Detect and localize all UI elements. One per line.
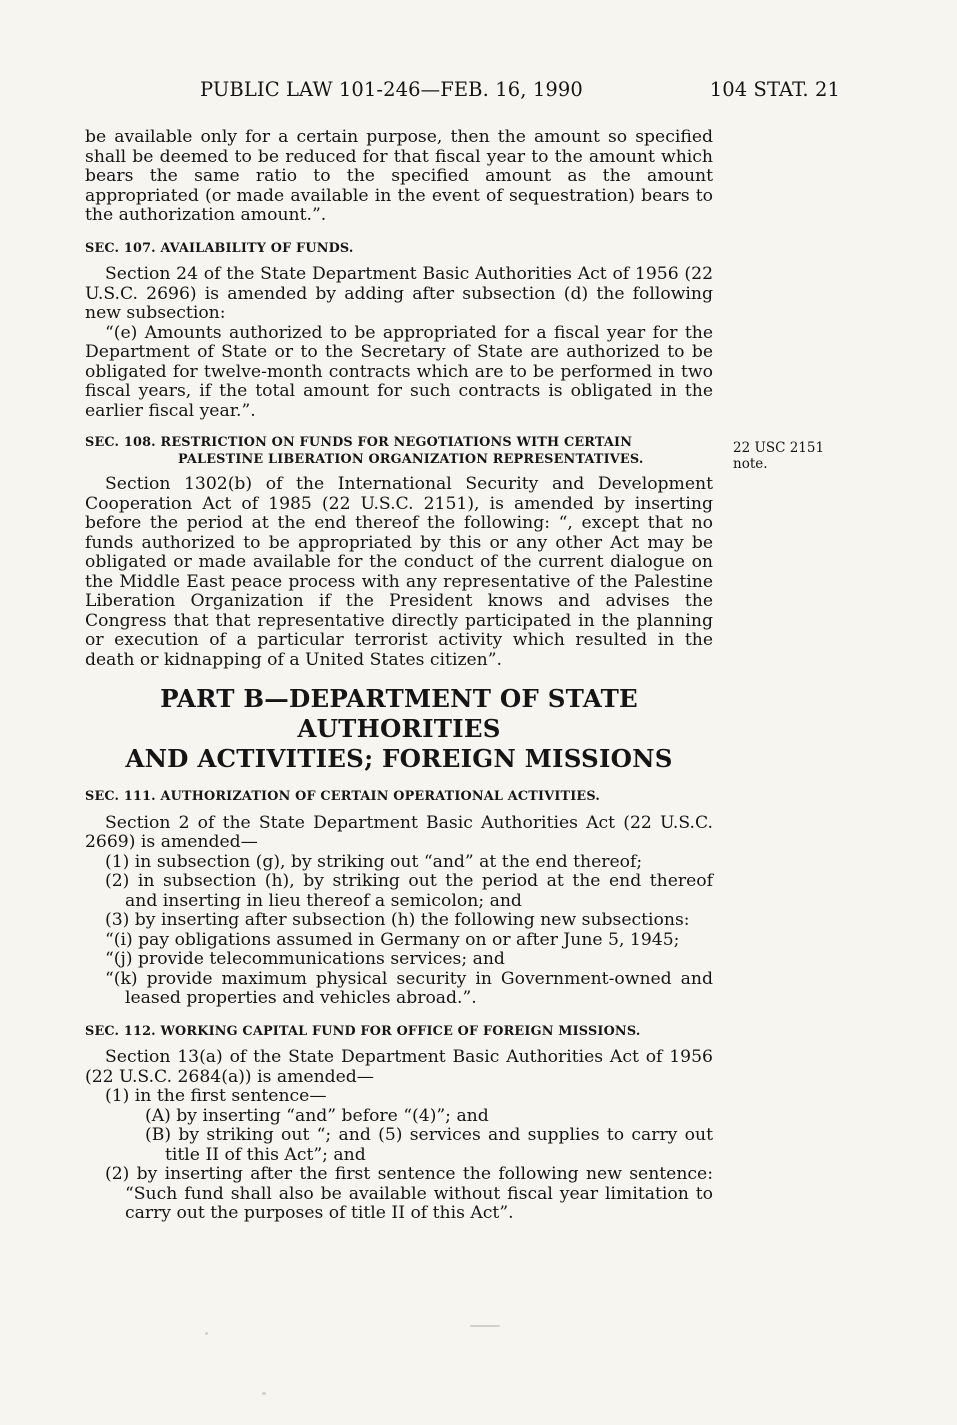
scan-speck <box>205 1332 208 1335</box>
sec-107-intro: Section 24 of the State Department Basic Authorities Act of 1956 (22 U.S.C. 2696) is amended by adding after subsection (d) the following new subsection: <box>85 264 713 323</box>
scan-speck <box>262 1392 266 1395</box>
margin-citation-line2: note. <box>733 456 768 472</box>
sec-111-quoted-j: “(j) provide telecommunications services; and <box>105 949 505 969</box>
part-b-heading-line1: PART B—DEPARTMENT OF STATE AUTHORITIES <box>160 684 638 743</box>
sec-112-intro: Section 13(a) of the State Department Basic Authorities Act of 1956 (22 U.S.C. 2684(a)) is amended— <box>85 1047 713 1087</box>
sec-111-item-1: (1) in subsection (g), by striking out “and” at the end thereof; <box>105 851 643 872</box>
sec-108-heading-line2: PALESTINE LIBERATION ORGANIZATION REPRESENTATIVES. <box>178 452 644 467</box>
part-b-heading-line2: AND ACTIVITIES; FOREIGN MISSIONS <box>125 744 673 773</box>
sec-108-heading-line1: SEC. 108. RESTRICTION ON FUNDS FOR NEGOTIATIONS WITH CERTAIN <box>85 435 633 450</box>
header-title: PUBLIC LAW 101-246—FEB. 16, 1990 <box>200 78 583 101</box>
sec-111-item-2: (2) in subsection (h), by striking out the period at the end thereof and inserting in lieu thereof a semicolon; and <box>105 871 713 911</box>
sec-111-item-3: (3) by inserting after subsection (h) the following new subsections: <box>105 910 690 930</box>
continuation-paragraph: be available only for a certain purpose, then the amount so specified shall be deemed to be reduced for that fiscal year to the amount which bears the same ratio to the specified amount as the amount appropriated (or made available in the event of sequestration) bears to the authorization amount.”. <box>85 127 713 225</box>
sec-108-heading <box>85 434 713 468</box>
sec-111-intro: Section 2 of the State Department Basic Authorities Act (22 U.S.C. 2669) is amended— <box>85 812 713 852</box>
sec-108-text: Section 1302(b) of the International Security and Development Cooperation Act of 1985 (22 U.S.C. 2151), is amended by inserting before the period at the end thereof the following: “, except that no funds authorized to be appropriated by this or any other Act may be obligated or made available for the conduct of the current dialogue on the Middle East peace process with any representative of the Palestine Liberation Organization if the President knows and advises the Congress that that representative directly participated in the planning or execution of a particular terrorist activity which resulted in the death or kidnapping of a United States citizen”. <box>85 474 713 670</box>
margin-citation-line1: 22 USC 2151 <box>733 440 825 456</box>
sec-111-heading: SEC. 111. AUTHORIZATION OF CERTAIN OPERATIONAL ACTIVITIES. <box>85 789 601 804</box>
sec-107-heading: SEC. 107. AVAILABILITY OF FUNDS. <box>85 240 354 256</box>
sec-112-item-2: (2) by inserting after the first sentence the following new sentence: “Such fund shall also be available without fiscal year limitation to carry out the purposes of title II of this Act”. <box>105 1164 713 1223</box>
margin-citation <box>733 440 824 472</box>
part-b-heading <box>85 684 713 774</box>
sec-111-quoted-k: “(k) provide maximum physical security in Government-owned and leased properties and vehicles abroad.”. <box>105 968 713 1008</box>
header-page-ref: 104 STAT. 21 <box>709 78 840 101</box>
scan-speck <box>470 1325 500 1327</box>
sec-112-sub-b: (B) by striking out “; and (5) services and supplies to carry out title II of this Act”; and <box>145 1125 713 1165</box>
sec-112-item-1: (1) in the first sentence— <box>105 1086 327 1106</box>
sec-107-quoted-subsection: “(e) Amounts authorized to be appropriated for a fiscal year for the Department of State or to the Secretary of State are authorized to be obligated for twelve-month contracts which are to be performed in two fiscal years, if the total amount for such contracts is obligated in the earlier fiscal year.”. <box>85 322 713 421</box>
sec-112-sub-a: (A) by inserting “and” before “(4)”; and <box>145 1105 489 1126</box>
sec-111-quoted-i: “(i) pay obligations assumed in Germany on or after June 5, 1945; <box>105 929 680 950</box>
sec-112-heading: SEC. 112. WORKING CAPITAL FUND FOR OFFICE OF FOREIGN MISSIONS. <box>85 1023 641 1039</box>
body-text <box>85 128 713 1224</box>
